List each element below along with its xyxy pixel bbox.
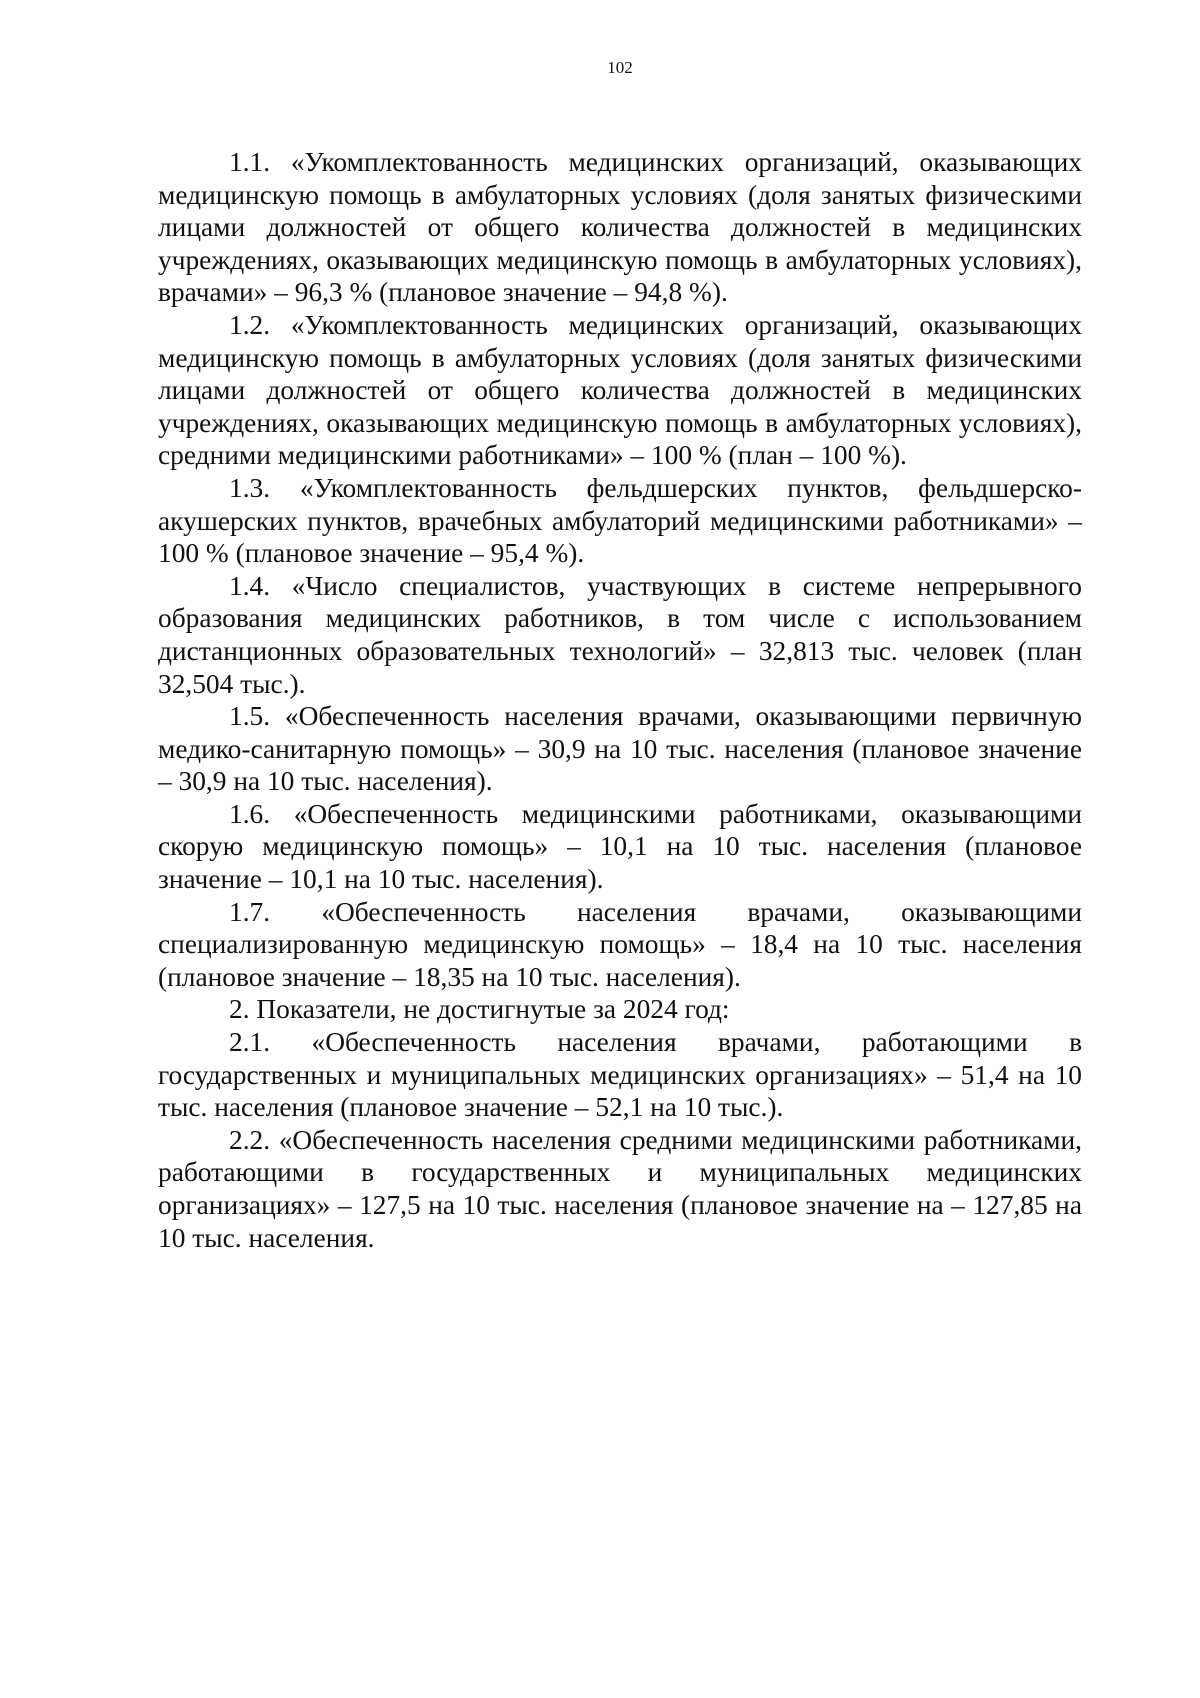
- paragraph-2-2: 2.2. «Обеспеченность населения средними медицинскими работниками, работающими в государственных и муниципальных медицинских организациях» – 127,5 на 10 тыс. населения (плановое значение на – 127,85 на 10 тыс. населения.: [158, 1124, 1082, 1253]
- paragraph-1-6: 1.6. «Обеспеченность медицинскими работниками, оказывающими скорую медицинскую помощь» – 10,1 на 10 тыс. населения (плановое значение – 10,1 на 10 тыс. населения).: [158, 798, 1082, 895]
- paragraph-2-heading: 2. Показатели, не достигнутые за 2024 год:: [229, 994, 730, 1025]
- paragraph-1-2: 1.2. «Укомплектованность медицинских организаций, оказывающих медицинскую помощь в амбулаторных условиях (доля занятых физическими лицами должностей от общего количества должностей в медицинских учреждениях, оказывающих медицинскую помощь в амбулаторных условиях), средними медицинскими работниками» – 100 % (план – 100 %).: [158, 309, 1082, 471]
- paragraph-1-7: 1.7. «Обеспеченность населения врачами, оказывающими специализированную медицинскую помощь» – 18,4 на 10 тыс. населения (плановое значение – 18,35 на 10 тыс. населения).: [158, 896, 1082, 992]
- page-number: 102: [607, 58, 633, 77]
- paragraph-1-4: 1.4. «Число специалистов, участвующих в системе непрерывного образования медицинских работников, в том числе с использованием дистанционных образовательных технологий» – 32,813 тыс. человек (план 32,504 тыс.).: [158, 570, 1082, 699]
- paragraph-1-5: 1.5. «Обеспеченность населения врачами, оказывающими первичную медико-санитарную помощь» – 30,9 на 10 тыс. населения (плановое значение – 30,9 на 10 тыс. населения).: [158, 701, 1082, 797]
- paragraph-2-1: 2.1. «Обеспеченность населения врачами, работающими в государственных и муниципальных медицинских организациях» – 51,4 на 10 тыс. населения (плановое значение – 52,1 на 10 тыс.).: [158, 1027, 1082, 1123]
- paragraph-1-1: 1.1. «Укомплектованность медицинских организаций, оказывающих медицинскую помощь в амбулаторных условиях (доля занятых физическими лицами должностей от общего количества должностей в медицинских учреждениях, оказывающих медицинскую помощь в амбулаторных условиях), врачами» – 96,3 % (плановое значение – 94,8 %).: [158, 147, 1082, 308]
- document-body: [158, 146, 1082, 1254]
- paragraph-1-3: 1.3. «Укомплектованность фельдшерских пунктов, фельдшерско-акушерских пунктов, врачебных амбулаторий медицинскими работниками» – 100 % (плановое значение – 95,4 %).: [158, 472, 1082, 569]
